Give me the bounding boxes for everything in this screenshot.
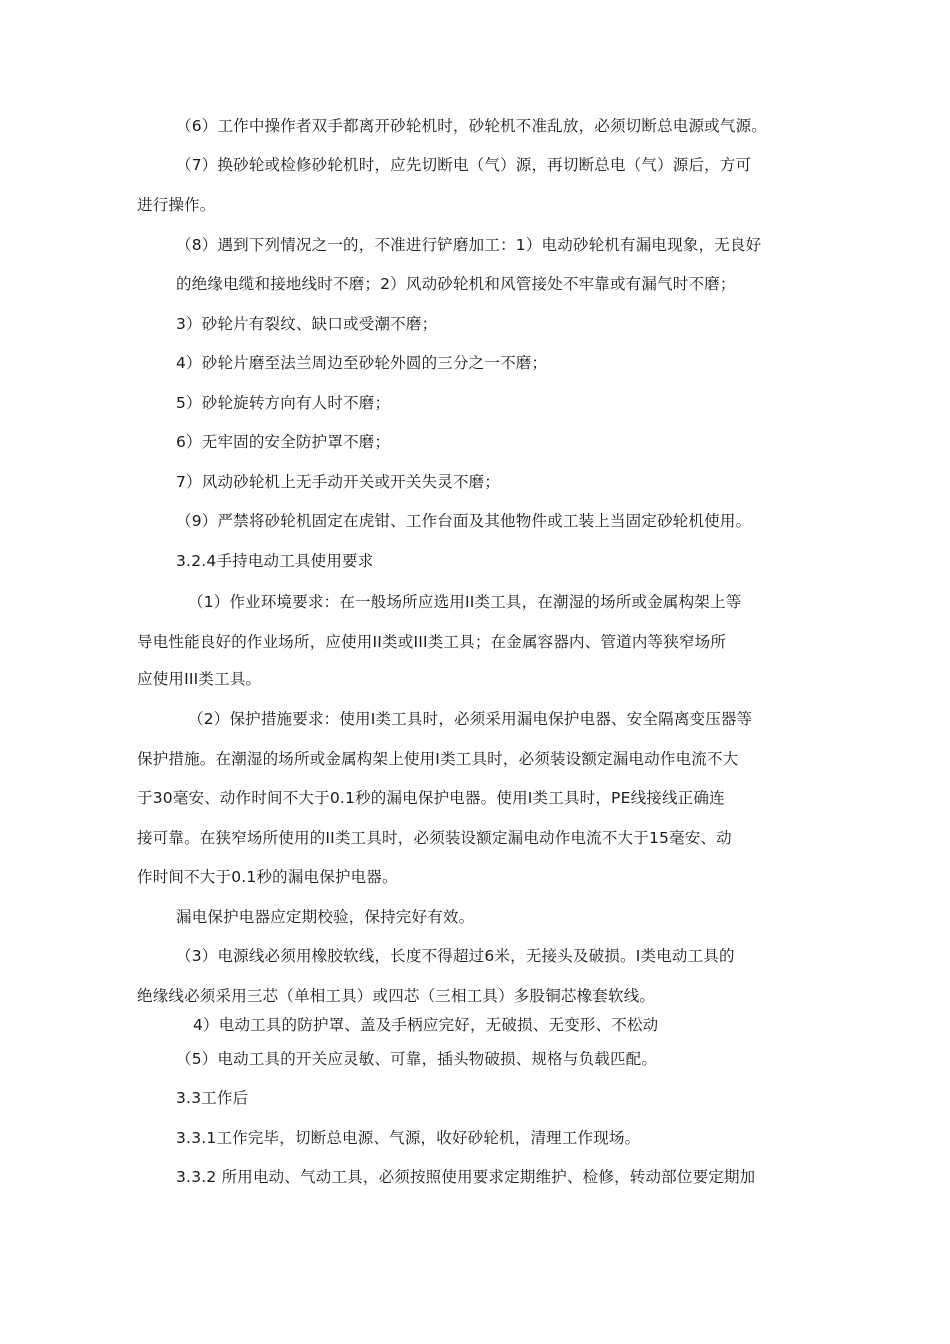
text-line: 应使用III类工具。 [137, 670, 262, 688]
text-line: （3）电源线必须用橡胶软线，长度不得超过6米，无接头及破损。I类电动工具的 [176, 947, 735, 965]
text-line: 5）砂轮旋转方向有人时不磨； [176, 394, 391, 412]
text-line: 接可靠。在狭窄场所使用的II类工具时，必须装设额定漏电动作电流不大于15毫安、动 [137, 829, 732, 847]
section-heading: 3.2.4手持电动工具使用要求 [176, 552, 374, 570]
text-line: 于30毫安、动作时间不大于0.1秒的漏电保护电器。使用I类工具时，PE线接线正确连 [137, 789, 725, 807]
text-line: 漏电保护电器应定期校验，保持完好有效。 [176, 908, 475, 926]
text-line: 进行操作。 [137, 196, 216, 214]
text-line: 3.3.1工作完毕，切断总电源、气源，收好砂轮机，清理工作现场。 [176, 1129, 641, 1147]
text-line: （6）工作中操作者双手都离开砂轮机时，砂轮机不准乱放，必须切断总电源或气源。 [176, 117, 767, 135]
text-line: 3）砂轮片有裂纹、缺口或受潮不磨； [176, 315, 438, 333]
text-line: 4）砂轮片磨至法兰周边至砂轮外圆的三分之一不磨； [176, 354, 548, 372]
text-line: 作时间不大于0.1秒的漏电保护电器。 [137, 868, 398, 886]
text-line: （7）换砂轮或检修砂轮机时，应先切断电（气）源，再切断总电（气）源后，方可 [176, 156, 752, 174]
section-heading: 3.3工作后 [176, 1089, 249, 1107]
text-line: 导电性能良好的作业场所，应使用II类或III类工具；在金属容器内、管道内等狭窄场所 [137, 633, 727, 651]
text-line: 的绝缘电缆和接地线时不磨；2）风动砂轮机和风管接处不牢靠或有漏气时不磨； [176, 275, 736, 293]
text-line: 3.3.2 所用电动、气动工具，必须按照使用要求定期维护、检修，转动部位要定期加 [176, 1168, 756, 1186]
text-line: （9）严禁将砂轮机固定在虎钳、工作台面及其他物件或工装上当固定砂轮机使用。 [176, 512, 752, 530]
text-line: （5）电动工具的开关应灵敏、可靠，插头物破损、规格与负载匹配。 [176, 1050, 658, 1068]
text-line: 6）无牢固的安全防护罩不磨； [176, 433, 391, 451]
text-line: 4）电动工具的防护罩、盖及手柄应完好，无破损、无变形、不松动 [193, 1016, 659, 1034]
text-line: （1）作业环境要求：在一般场所应选用II类工具，在潮湿的场所或金属构架上等 [188, 593, 742, 611]
text-line: （8）遇到下列情况之一的，不准进行铲磨加工：1）电动砂轮机有漏电现象，无良好 [176, 236, 762, 254]
text-line: 绝缘线必须采用三芯（单相工具）或四芯（三相工具）多股铜芯橡套软线。 [137, 987, 656, 1005]
text-line: 保护措施。在潮湿的场所或金属构架上使用I类工具时，必须装设额定漏电动作电流不大 [137, 750, 739, 768]
text-line: （2）保护措施要求：使用I类工具时，必须采用漏电保护电器、安全隔离变压器等 [188, 710, 753, 728]
text-line: 7）风动砂轮机上无手动开关或开关失灵不磨； [176, 473, 501, 491]
